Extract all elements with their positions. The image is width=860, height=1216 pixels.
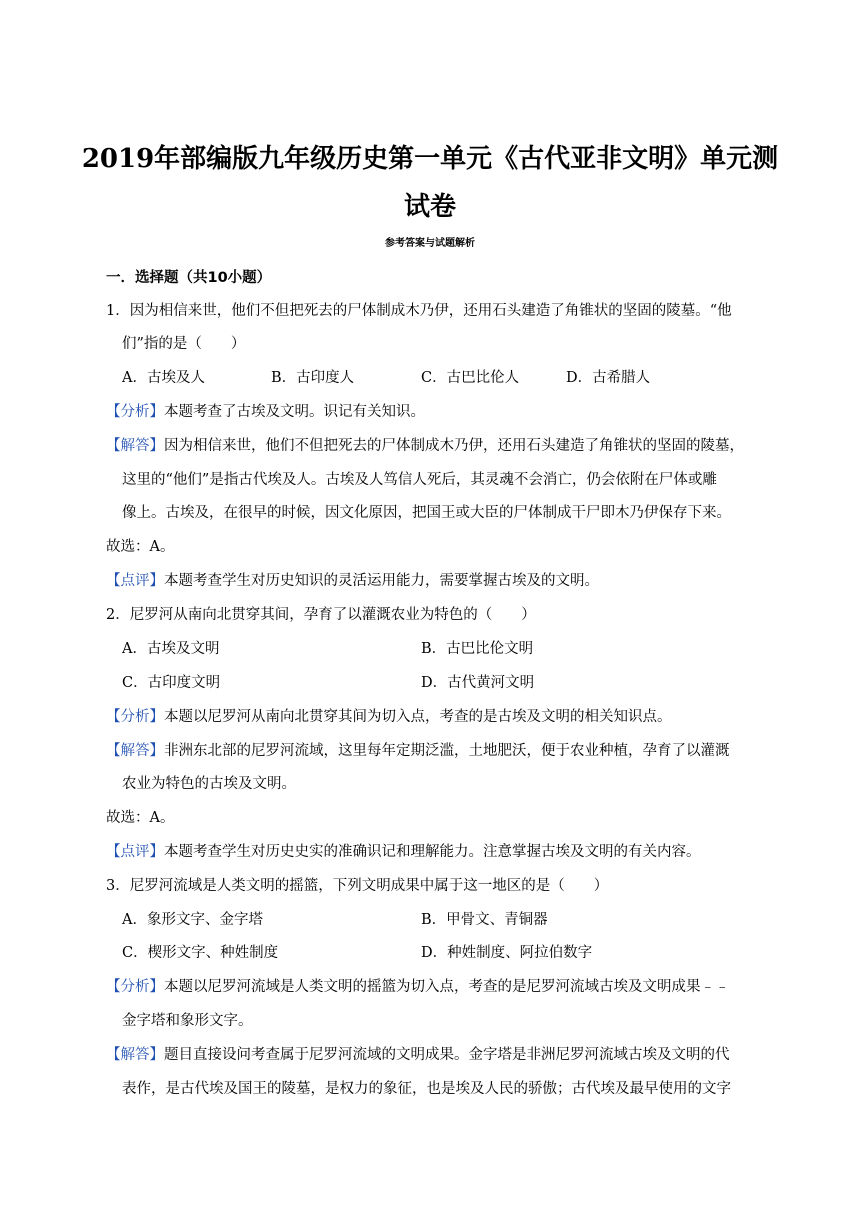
q3-stem: 3．尼罗河流域是人类文明的摇篮，下列文明成果中属于这一地区的是（ ）: [106, 878, 609, 894]
q2-option-b: B．古巴比伦文明: [421, 641, 534, 657]
q2-option-a: A．古埃及文明: [122, 641, 220, 657]
q1-comment-text: 本题考查学生对历史知识的灵活运用能力，需要掌握古埃及的文明。: [164, 573, 599, 589]
q1-option-c: C．古巴比伦人: [421, 370, 520, 386]
analysis-label: 【分析】: [106, 979, 164, 995]
q2-option-c: C．古印度文明: [122, 675, 221, 691]
q1-analysis: [106, 402, 425, 422]
q1-answer-text-1: 因为相信来世，他们不但把死去的尸体制成木乃伊，还用石头建造了角锥状的坚固的陵墓，: [164, 438, 744, 454]
q2-option-d: D．古代黄河文明: [421, 675, 535, 691]
q3-analysis-text-2: 金字塔和象形文字。: [122, 1013, 253, 1029]
section-heading: 一．选择题（共10小题）: [106, 270, 272, 286]
answer-label: 【解答】: [106, 1047, 164, 1063]
q2-choice: 故选：A。: [106, 810, 175, 826]
analysis-label: 【分析】: [106, 404, 164, 420]
q2-comment: [106, 842, 701, 862]
q1-option-b: B．古印度人: [271, 370, 355, 386]
document-title-line-2: 试卷: [403, 192, 456, 222]
q3-answer: [106, 1045, 730, 1065]
q1-option-a: A．古埃及人: [122, 370, 205, 386]
document-title-line-1: 2019年部编版九年级历史第一单元《古代亚非文明》单元测: [81, 144, 779, 174]
q1-analysis-text: 本题考查了古埃及文明。识记有关知识。: [164, 404, 425, 420]
q2-stem: 2．尼罗河从南向北贯穿其间，孕育了以灌溉农业为特色的（ ）: [106, 607, 536, 623]
q1-stem-line-2: 们”指的是（ ）: [122, 336, 246, 352]
q2-analysis: [106, 707, 672, 727]
q2-comment-text: 本题考查学生对历史史实的准确识记和理解能力。注意掌握古埃及文明的有关内容。: [164, 844, 701, 860]
q1-answer-text-2: 这里的“他们”是指古代埃及人。古埃及人笃信人死后，其灵魂不会消亡，仍会依附在尸体或雕: [122, 472, 717, 488]
q1-answer-text-3: 像上。古埃及，在很早的时候，因文化原因，把国王或大臣的尸体制成干尸即木乃伊保存下来。: [122, 505, 731, 521]
comment-label: 【点评】: [106, 573, 164, 589]
answer-label: 【解答】: [106, 743, 164, 759]
q3-answer-text-2: 表作，是古代埃及国王的陵墓，是权力的象征，也是埃及人民的骄傲；古代埃及最早使用的文字: [122, 1081, 731, 1097]
document-subtitle: 参考答案与试题解析: [385, 238, 475, 249]
q3-option-d: D．种姓制度、阿拉伯数字: [421, 945, 593, 961]
q2-answer-text-1: 非洲东北部的尼罗河流域，这里每年定期泛滥，土地肥沃，便于农业种植，孕育了以灌溉: [164, 743, 730, 759]
q1-choice: 故选：A。: [106, 539, 175, 555]
q1-stem-line-1: 1．因为相信来世，他们不但把死去的尸体制成木乃伊，还用石头建造了角锥状的坚固的陵墓。“他: [106, 303, 732, 319]
analysis-label: 【分析】: [106, 709, 164, 725]
q3-option-a: A．象形文字、金字塔: [122, 912, 263, 928]
q2-answer: [106, 741, 730, 761]
q3-analysis-text-1: 本题以尼罗河流域是人类文明的摇篮为切入点，考查的是尼罗河流域古埃及文明成果﹣﹣: [164, 979, 730, 995]
q3-analysis: [106, 977, 730, 997]
q2-answer-text-2: 农业为特色的古埃及文明。: [122, 776, 296, 792]
q1-answer: [106, 436, 744, 456]
answer-label: 【解答】: [106, 438, 164, 454]
q2-analysis-text: 本题以尼罗河从南向北贯穿其间为切入点，考查的是古埃及文明的相关知识点。: [164, 709, 672, 725]
q3-answer-text-1: 题目直接设问考查属于尼罗河流域的文明成果。金字塔是非洲尼罗河流域古埃及文明的代: [164, 1047, 730, 1063]
q1-option-d: D．古希腊人: [566, 370, 651, 386]
q3-option-c: C．楔形文字、种姓制度: [122, 945, 279, 961]
comment-label: 【点评】: [106, 844, 164, 860]
q1-comment: [106, 571, 599, 591]
q3-option-b: B．甲骨文、青铜器: [421, 912, 548, 928]
